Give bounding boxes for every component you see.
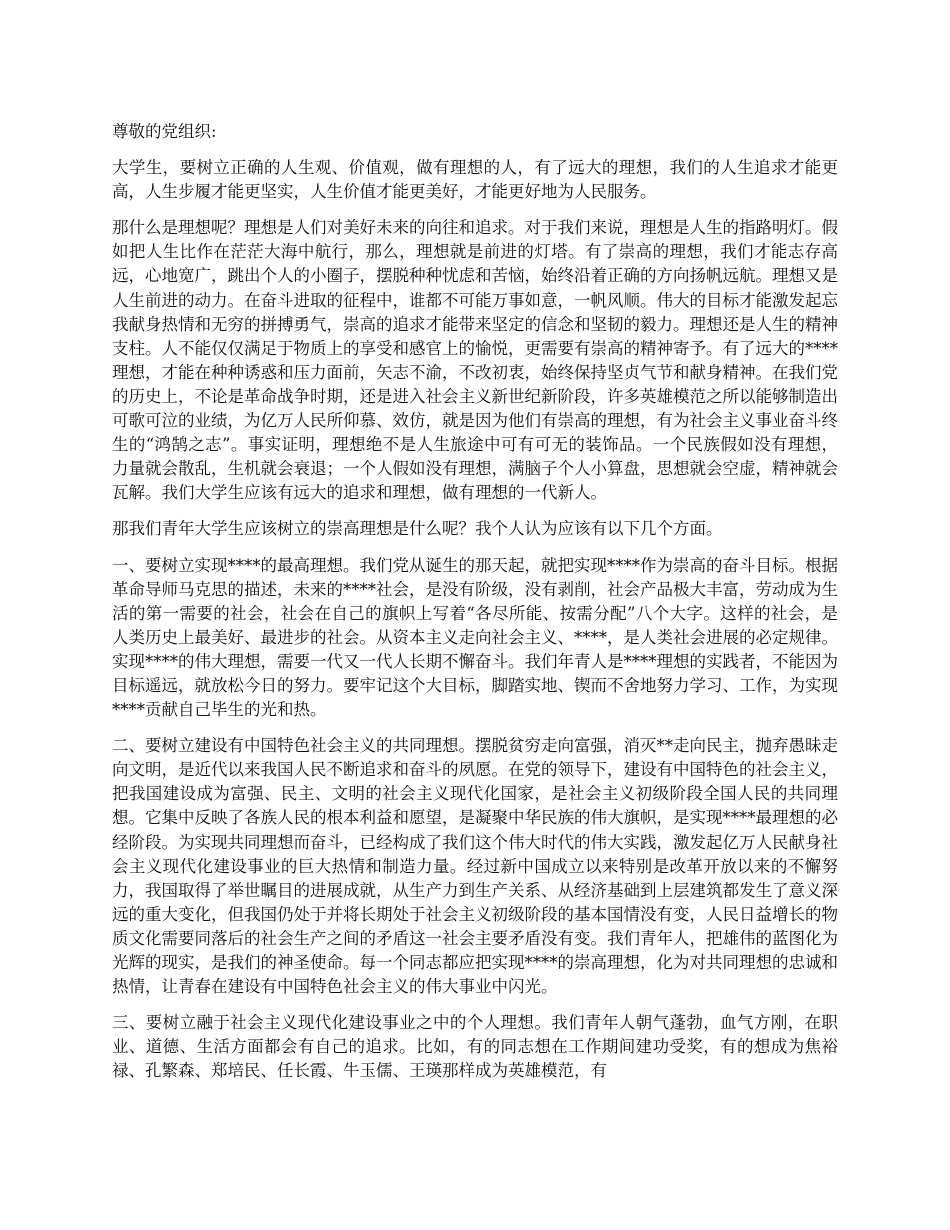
paragraph-point-three: 三、要树立融于社会主义现代化建设事业之中的个人理想。我们青年人朝气蓬勃，血气方刚，在职业、道德、生活方面都会有自己的追求。比如，有的同志想在工作期间建功受奖，有的想成为焦裕禄、孔繁森、郑培民、任长霞、牛玉儒、王瑛那样成为英雄模范，有 (112, 1013, 838, 1081)
salutation: 尊敬的党组织: (112, 122, 217, 141)
document-page (112, 120, 838, 1095)
paragraph-point-two: 二、要树立建设有中国特色社会主义的共同理想。摆脱贫穷走向富强，消灭**走向民主，抛弃愚昧走向文明，是近代以来我国人民不断追求和奋斗的夙愿。在党的领导下，建设有中国特色的社会主义，把我国建设成为富强、民主、文明的社会主义现代化国家，是社会主义初级阶段全国人民的共同理想。它集中反映了各族人民的根本利益和愿望，是凝聚中华民族的伟大旗帜，是实现****最理想的必经阶段。为实现共同理想而奋斗，已经构成了我们这个伟大时代的伟大实践，激发起亿万人民献身社会主义现代化建设事业的巨大热情和制造力量。经过新中国成立以来特别是改革开放以来的不懈努力，我国取得了举世瞩目的进展成就，从生产力到生产关系、从经济基础到上层建筑都发生了意义深远的重大变化，但我国仍处于并将长期处于社会主义初级阶段的基本国情没有变，人民日益增长的物质文化需要同落后的社会生产之间的矛盾这一社会主要矛盾没有变。我们青年人，把雄伟的蓝图化为光辉的现实，是我们的神圣使命。每一个同志都应把实现****的崇高理想，化为对共同理想的忠诚和热情，让青春在建设有中国特色社会主义的伟大事业中闪光。 (112, 736, 838, 997)
paragraph-point-one: 一、要树立实现****的最高理想。我们党从诞生的那天起，就把实现****作为崇高的奋斗目标。根据革命导师马克思的描述，未来的****社会，是没有阶级，没有剥削，社会产品极大丰富，劳动成为生活的第一需要的社会，社会在自己的旗帜上写着“各尽所能、按需分配”八个大字。这样的社会，是人类历史上最美好、最进步的社会。从资本主义走向社会主义、****，是人类社会进展的必定规律。实现****的伟大理想，需要一代又一代人长期不懈奋斗。我们年青人是****理想的实践者，不能因为目标遥远，就放松今日的努力。要牢记这个大目标，脚踏实地、锲而不舍地努力学习、工作，为实现****贡献自己毕生的光和热。 (112, 555, 838, 720)
paragraph-intro: 大学生，要树立正确的人生观、价值观，做有理想的人，有了远大的理想，我们的人生追求才能更高，人生步履才能更坚实，人生价值才能更美好，才能更好地为人民服务。 (112, 158, 838, 202)
paragraph-question: 那我们青年大学生应该树立的崇高理想是什么呢？我个人认为应该有以下几个方面。 (112, 519, 723, 539)
paragraph-what-is-ideal: 那什么是理想呢？理想是人们对美好未来的向往和追求。对于我们来说，理想是人生的指路明灯。假如把人生比作在茫茫大海中航行，那么，理想就是前进的灯塔。有了崇高的理想，我们才能志存高远，心地宽广，跳出个人的小圈子，摆脱种种忧虑和苦恼，始终沿着正确的方向扬帆远航。理想又是人生前进的动力。在奋斗进取的征程中，谁都不可能万事如意，一帆风顺。伟大的目标才能激发起忘我献身热情和无穷的拼搏勇气，崇高的追求才能带来坚定的信念和坚韧的毅力。理想还是人生的精神支柱。人不能仅仅满足于物质上的享受和感官上的愉悦，更需要有崇高的精神寄予。有了远大的****理想，才能在种种诱惑和压力面前，矢志不渝，不改初衷，始终保持坚贞气节和献身精神。在我们党的历史上，不论是革命战争时期，还是进入社会主义新世纪新阶段，许多英雄模范之所以能够制造出可歌可泣的业绩，为亿万人民所仰慕、效仿，就是因为他们有崇高的理想，有为社会主义事业奋斗终生的“鸿鹄之志”。事实证明，理想绝不是人生旅途中可有可无的装饰品。一个民族假如没有理想，力量就会散乱，生机就会衰退；一个人假如没有理想，满脑子个人小算盘，思想就会空虚，精神就会瓦解。我们大学生应该有远大的追求和理想，做有理想的一代新人。 (112, 218, 838, 503)
